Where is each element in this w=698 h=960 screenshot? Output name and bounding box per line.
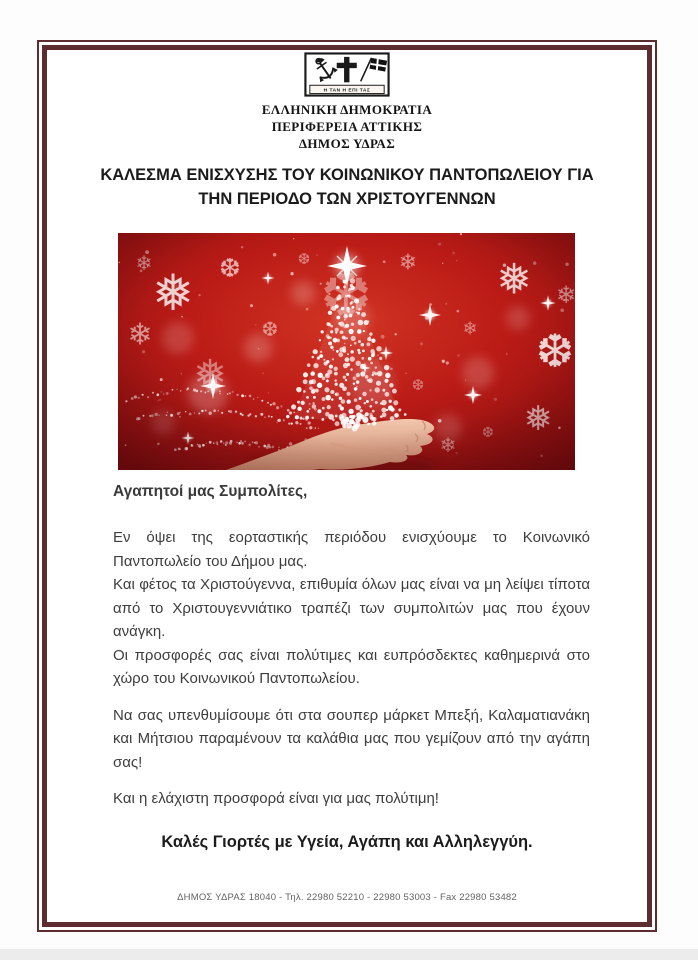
closing-line: Καλές Γιορτές με Υγεία, Αγάπη και Αλληλεγγύη. [161, 833, 533, 851]
title-line-1: ΚΑΛΕΣΜΑ ΕΝΙΣΧΥΣΗΣ ΤΟΥ ΚΟΙΝΩΝΙΚΟΥ ΠΑΝΤΟΠΩΛΕΙΟΥ ΓΙΑ [100, 166, 594, 184]
header-line-republic: ΕΛΛΗΝΙΚΗ ΔΗΜΟΚΡΑΤΙΑ [261, 102, 433, 117]
greeting: Αγαπητοί μας Συμπολίτες, [113, 483, 308, 500]
title-line-2: ΤΗΝ ΠΕΡΙΟΔΟ ΤΩΝ ΧΡΙΣΤΟΥΓΕΝΝΩΝ [198, 189, 496, 208]
christmas-photo [118, 233, 575, 470]
footer-contact: ΔΗΜΟΣ ΥΔΡΑΣ 18040 - Τηλ. 22980 52210 - 22980 53003 - Fax 22980 53482 [177, 892, 517, 903]
document-title [47, 164, 647, 211]
photo-edge-strip [0, 949, 698, 960]
header-line-region: ΠΕΡΙΦΕΡΕΙΑ ΑΤΤΙΚΗΣ [271, 119, 423, 134]
paragraph: Και φέτος τα Χριστούγεννα, επιθυμία όλων μας είναι να μη λείψει τίποτα από το Χριστουγεννιάτικο τραπέζι των συμπολιτών μας που έχουν ανάγκη. [113, 576, 590, 640]
letter-body [113, 481, 590, 811]
hydra-emblem-icon [304, 52, 391, 97]
page-border-frame [37, 40, 657, 932]
vignette [118, 233, 575, 470]
paragraph: Οι προσφορές σας είναι πολύτιμες και ευπρόσδεκτες καθημερινά στο χώρο του Κοινωνικού Παντοπωλείου. [113, 646, 590, 687]
emblem-motto: Η ΤΑΝ Η ΕΠΙ ΤΑΣ [323, 88, 371, 94]
paragraph: Και η ελάχιστη προσφορά είναι για μας πολύτιμη! [113, 790, 439, 807]
paragraph: Εν όψει της εορταστικής περιόδου ενισχύουμε το Κοινωνικό Παντοπωλείο του Δήμου μας. [113, 529, 590, 570]
page-content-area [42, 45, 652, 927]
government-header [47, 101, 647, 152]
header-line-municipality: ΔΗΜΟΣ ΥΔΡΑΣ [298, 136, 396, 151]
paragraph: Να σας υπενθυμίσουμε ότι στα σουπερ μάρκετ Μπεξή, Καλαματιανάκη και Μήτσιου παραμένουν τα καλάθια μας που γεμίζουν από την αγάπη σας! [113, 706, 590, 771]
